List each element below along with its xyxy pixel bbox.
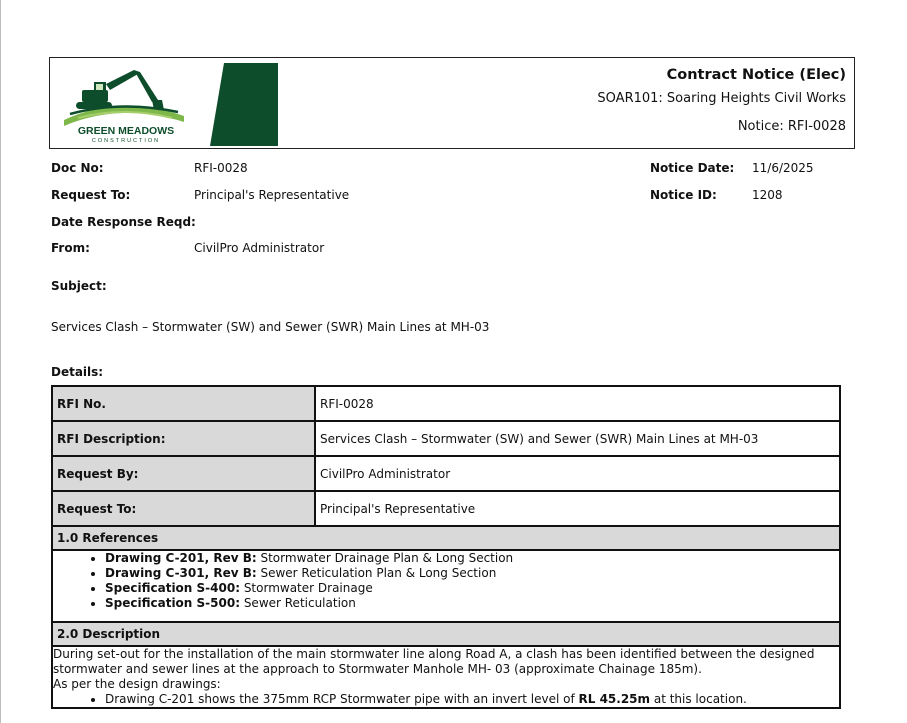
date-response-label: Date Response Reqd: (51, 215, 196, 229)
request-to-label: Request To: (51, 188, 131, 202)
reference-code: Specification S-400: (105, 581, 240, 595)
subject-label: Subject: (51, 279, 107, 293)
row-key: Request To: (52, 491, 315, 526)
list-item (105, 692, 839, 707)
notice-id-value: 1208 (752, 188, 783, 202)
doc-no-value: RFI-0028 (194, 161, 248, 175)
description-heading: 2.0 Description (52, 622, 840, 646)
row-key: RFI No. (52, 386, 315, 421)
row-key: RFI Description: (52, 421, 315, 456)
list-item (105, 566, 839, 581)
details-table (51, 385, 841, 709)
description-list (53, 692, 839, 707)
row-key: Request By: (52, 456, 315, 491)
from-value: CivilPro Administrator (194, 241, 325, 255)
notice-date-value: 11/6/2025 (752, 161, 814, 175)
reference-title: Sewer Reticulation (240, 596, 356, 610)
notice-id-label: Notice ID: (650, 188, 717, 202)
doc-no-label: Doc No: (51, 161, 104, 175)
table-row (52, 456, 840, 491)
reference-code: Specification S-500: (105, 596, 240, 610)
table-row (52, 421, 840, 456)
logo-company-name: GREEN MEADOWS (77, 125, 175, 137)
row-value: Services Clash – Stormwater (SW) and Sewer (SWR) Main Lines at MH-03 (315, 421, 840, 456)
section-row (52, 526, 840, 550)
excavator-icon (60, 66, 192, 144)
notice-title: Contract Notice (Elec) (666, 67, 846, 83)
reference-title: Sewer Reticulation Plan & Long Section (256, 566, 497, 580)
table-row (52, 386, 840, 421)
page-edge (0, 0, 1, 723)
bullet-text: Drawing C-201 shows the 375mm RCP Stormwater pipe with an invert level of (105, 692, 579, 706)
references-list (53, 551, 839, 611)
reference-title: Stormwater Drainage (240, 581, 373, 595)
row-value: RFI-0028 (315, 386, 840, 421)
subject-text: Services Clash – Stormwater (SW) and Sewer (SWR) Main Lines at MH-03 (51, 320, 490, 334)
from-label: From: (51, 241, 90, 255)
reference-title: Stormwater Drainage Plan & Long Section (256, 551, 514, 565)
reference-code: Drawing C-201, Rev B: (105, 551, 257, 565)
section-row (52, 622, 840, 646)
list-item (105, 551, 839, 566)
reference-code: Drawing C-301, Rev B: (105, 566, 257, 580)
brand-stripe (210, 63, 278, 146)
references-heading: 1.0 References (52, 526, 840, 550)
details-label: Details: (51, 365, 104, 379)
description-paragraph: During set-out for the installation of the main stormwater line along Road A, a clash has been identified between the designed stormwater and sewer lines at the approach to Stormwater Manhole MH- 03 (approximate Chainage 185m). (53, 647, 815, 676)
description-row (52, 646, 840, 708)
description-cell (52, 646, 840, 708)
references-row (52, 550, 840, 622)
bullet-text-end: at this location. (650, 692, 747, 706)
row-value: Principal's Representative (315, 491, 840, 526)
request-to-value: Principal's Representative (194, 188, 350, 202)
document-header (49, 57, 855, 149)
notice-number: Notice: RFI-0028 (737, 119, 846, 134)
project-name: SOAR101: Soaring Heights Civil Works (597, 91, 846, 106)
table-row (52, 491, 840, 526)
company-logo (60, 66, 192, 144)
row-value: CivilPro Administrator (315, 456, 840, 491)
bullet-bold: RL 45.25m (578, 692, 651, 706)
description-intro: As per the design drawings: (53, 677, 221, 691)
list-item (105, 581, 839, 596)
notice-date-label: Notice Date: (650, 161, 735, 175)
list-item (105, 596, 839, 611)
references-cell (52, 550, 840, 622)
logo-company-sub: CONSTRUCTION (91, 138, 161, 144)
